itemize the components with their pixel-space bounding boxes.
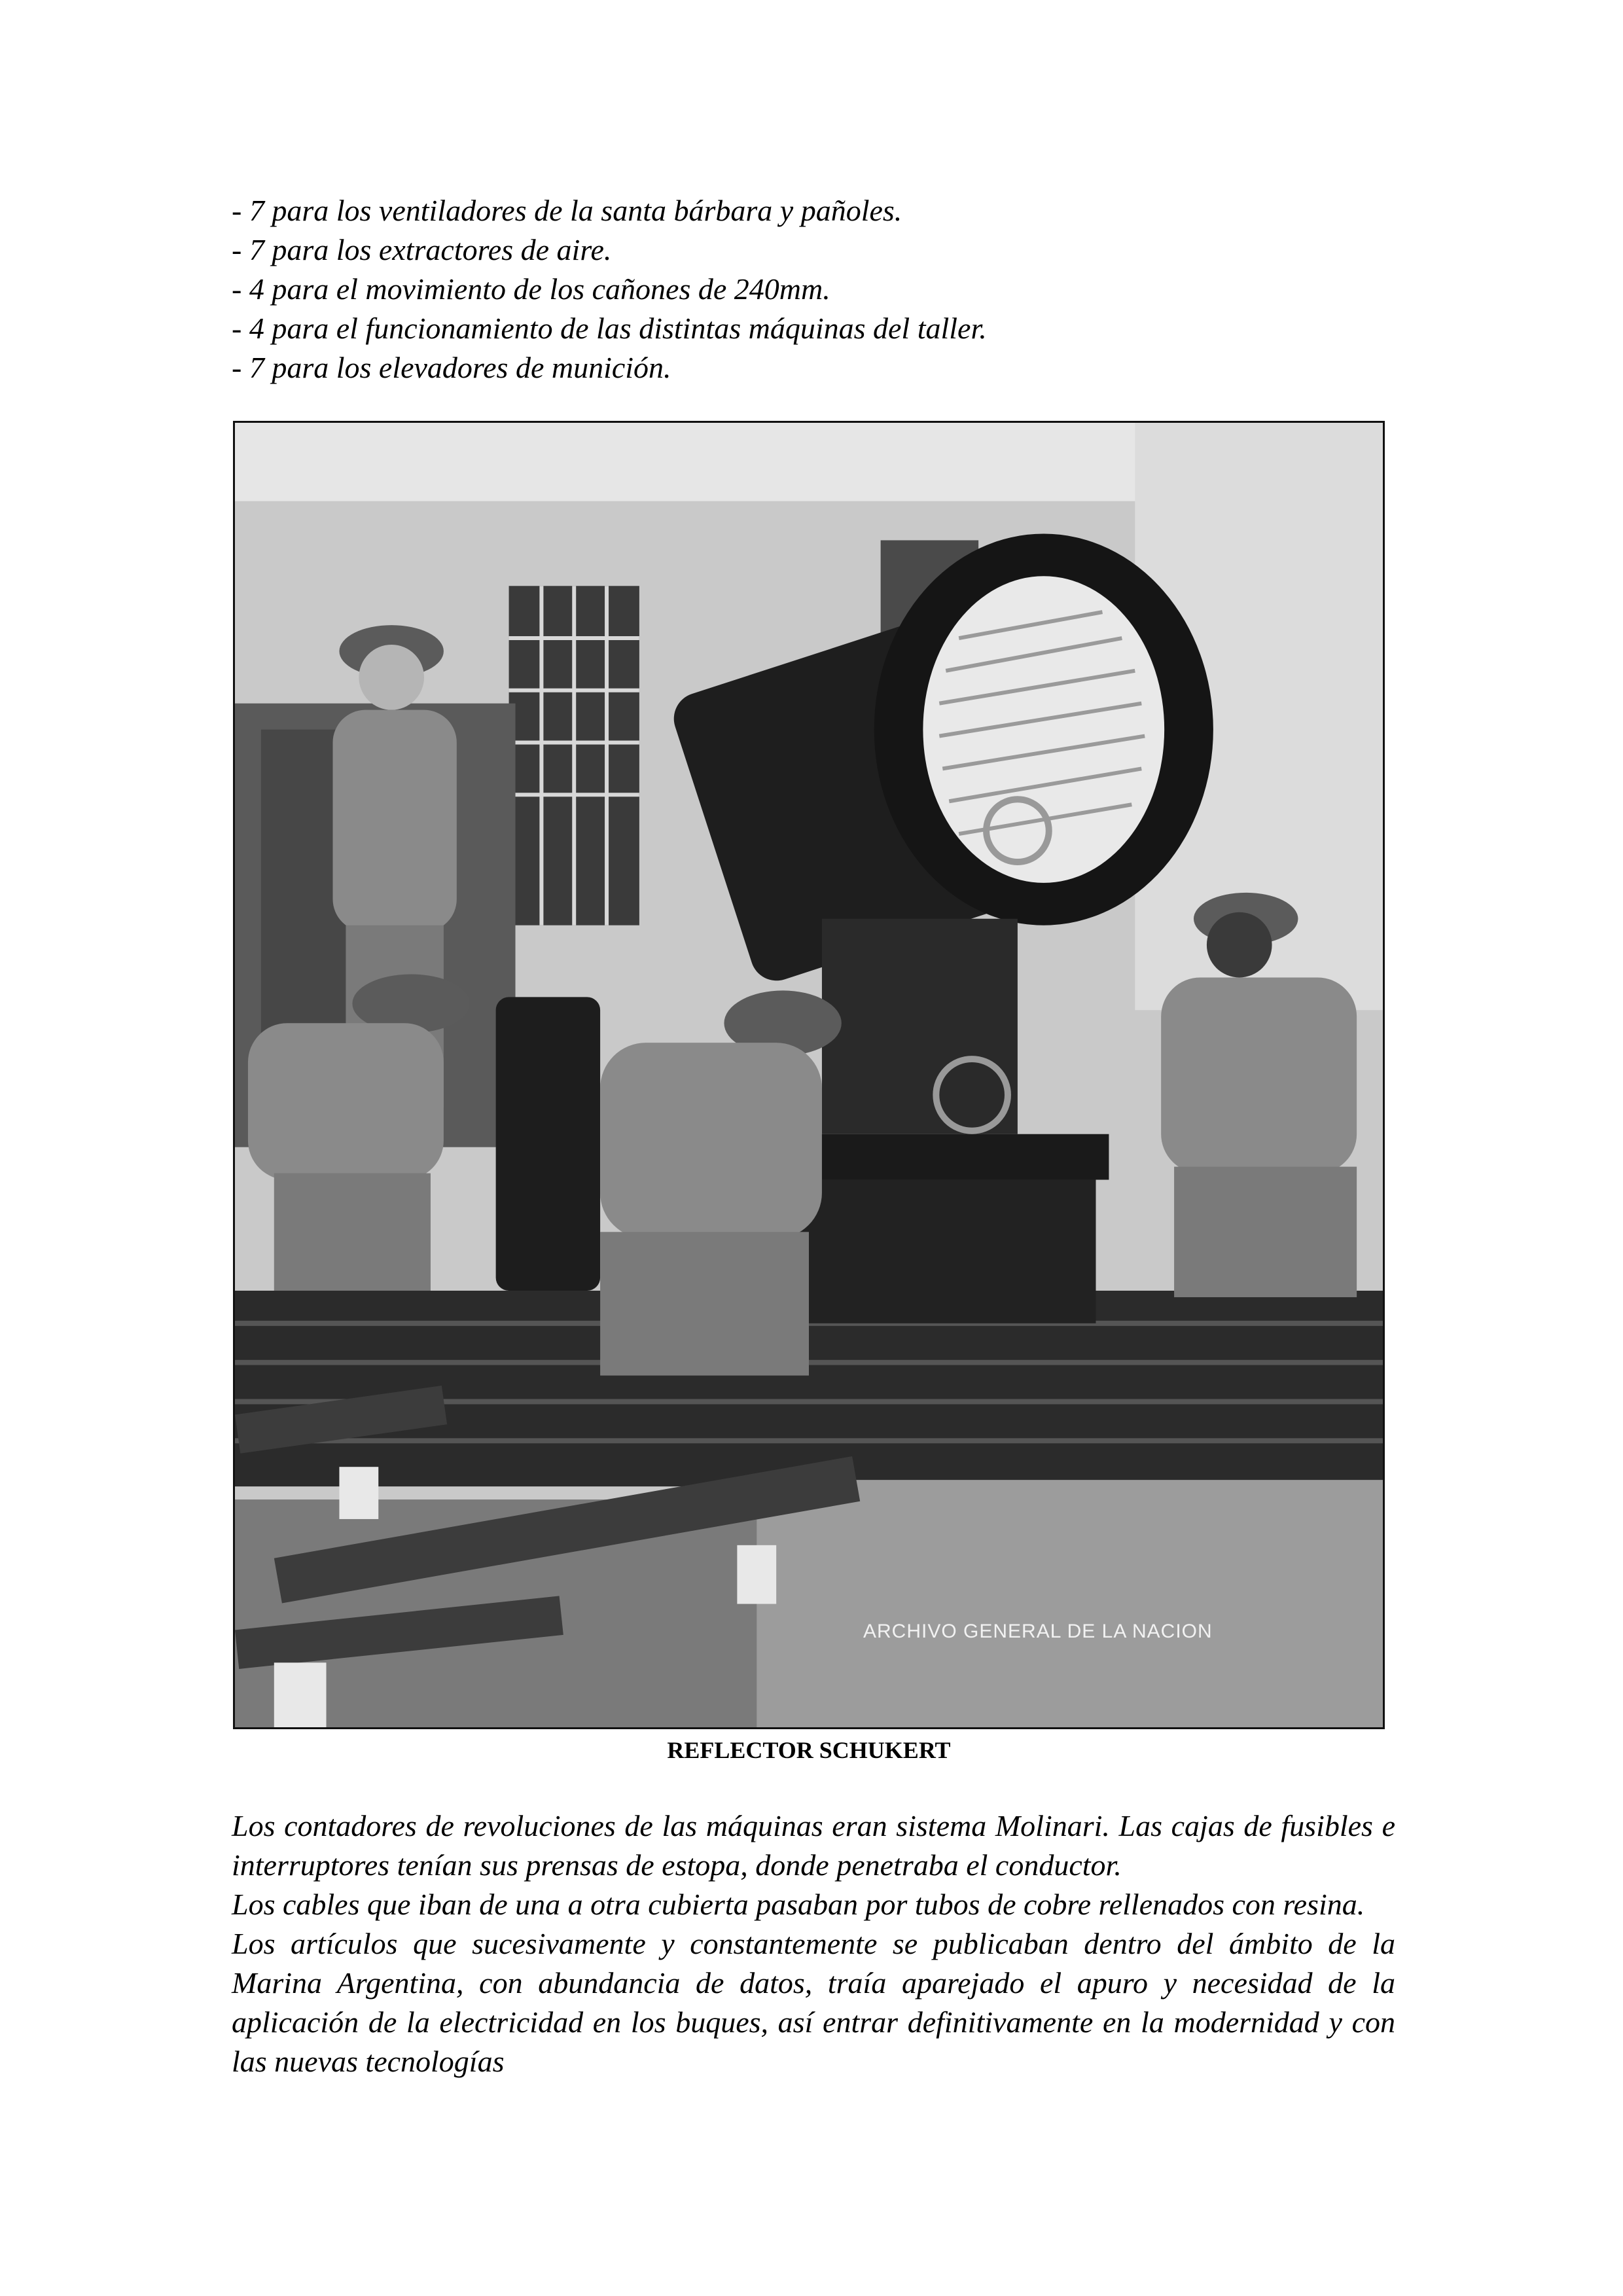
list-item: - 7 para los extractores de aire.	[232, 233, 612, 266]
searchlight-photo	[233, 421, 1385, 1729]
list-item: - 7 para los elevadores de munición.	[232, 351, 671, 384]
archive-watermark: ARCHIVO GENERAL DE LA NACION	[863, 1621, 1213, 1642]
photo-caption: REFLECTOR SCHUKERT	[667, 1737, 951, 1763]
paragraph: Los contadores de revoluciones de las máquinas eran sistema Molinari. Las cajas de fusibles e interruptores tenían sus prensas de estopa, donde penetraba el conductor.	[232, 1809, 1395, 1882]
photo-illustration	[235, 423, 1383, 1727]
equipment-list	[232, 191, 1410, 387]
list-item: - 7 para los ventiladores de la santa bárbara y pañoles.	[232, 194, 902, 227]
paragraph: Los artículos que sucesivamente y constantemente se publicaban dentro del ámbito de la Marina Argentina, con abundancia de datos, traía aparejado el apuro y necesidad de la aplicación de la electricidad en los buques, así entrar definitivamente en la modernidad y con las nuevas tecnologías	[232, 1927, 1395, 2078]
list-item: - 4 para el movimiento de los cañones de 240mm.	[232, 272, 830, 306]
body-text	[232, 1806, 1395, 2081]
paragraph: Los cables que iban de una a otra cubierta pasaban por tubos de cobre rellenados con resina.	[232, 1888, 1365, 1921]
list-item: - 4 para el funcionamiento de las distintas máquinas del taller.	[232, 312, 987, 345]
